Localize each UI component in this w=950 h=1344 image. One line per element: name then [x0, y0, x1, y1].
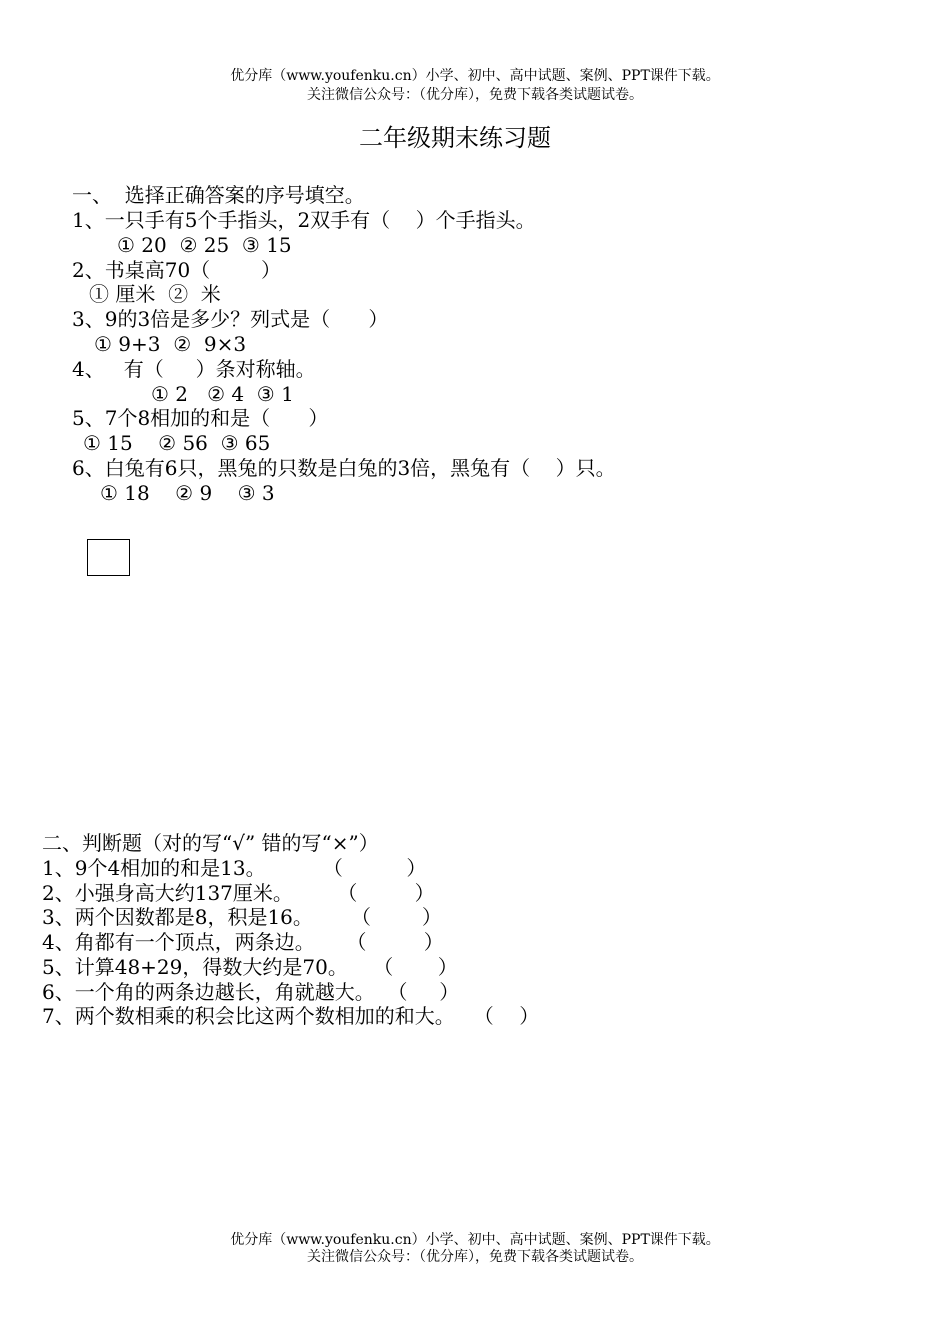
footer-line-2: 关注微信公众号：（优分库），免费下载各类试题试卷。	[307, 1249, 643, 1265]
page-title: 二年级期末练习题	[359, 124, 551, 152]
question-5-options: ① 15 ② 56 ③ 65	[83, 431, 271, 455]
section1-heading: 一、 选择正确答案的序号填空。	[72, 183, 365, 207]
question-2-options: ① 厘米 ② 米	[89, 282, 221, 306]
question-1: 1、一只手有5个手指头，2双手有（ ）个手指头。	[72, 208, 536, 232]
question-2: 2、书桌高70（ ）	[72, 258, 282, 282]
square-figure	[87, 539, 130, 576]
judge-item-3: 3、两个因数都是8，积是16。 （ ）	[42, 905, 442, 929]
question-3: 3、9的3倍是多少？列式是（ ）	[72, 307, 389, 331]
question-6-options: ① 18 ② 9 ③ 3	[100, 481, 275, 505]
section2-heading: 二、判断题（对的写“√” 错的写“×”）	[42, 831, 379, 855]
question-4: 4、 有（ ）条对称轴。	[72, 357, 316, 381]
question-1-options: ① 20 ② 25 ③ 15	[117, 233, 292, 257]
question-4-options: ① 2 ② 4 ③ 1	[151, 382, 294, 406]
judge-item-6: 6、一个角的两条边越长，角就越大。 （ ）	[42, 980, 460, 1004]
question-6: 6、白兔有6只，黑兔的只数是白兔的3倍，黑兔有（ ）只。	[72, 456, 616, 480]
footer-line-1: 优分库（www.youfenku.cn）小学、初中、高中试题、案例、PPT课件下载。	[230, 1232, 720, 1248]
question-5: 5、7个8相加的和是（ ）	[72, 406, 329, 430]
judge-item-2: 2、小强身高大约137厘米。 （ ）	[42, 881, 435, 905]
header-line-2: 关注微信公众号：（优分库），免费下载各类试题试卷。	[307, 87, 643, 103]
judge-item-1: 1、9个4相加的和是13。 （ ）	[42, 856, 427, 880]
question-3-options: ① 9+3 ② 9×3	[94, 332, 247, 356]
header-line-1: 优分库（www.youfenku.cn）小学、初中、高中试题、案例、PPT课件下载。	[230, 68, 720, 84]
judge-item-5: 5、计算48+29，得数大约是70。 （ ）	[42, 955, 458, 979]
judge-item-7: 7、两个数相乘的积会比这两个数相加的和大。 （ ）	[42, 1004, 540, 1028]
judge-item-4: 4、角都有一个顶点，两条边。 （ ）	[42, 930, 444, 954]
